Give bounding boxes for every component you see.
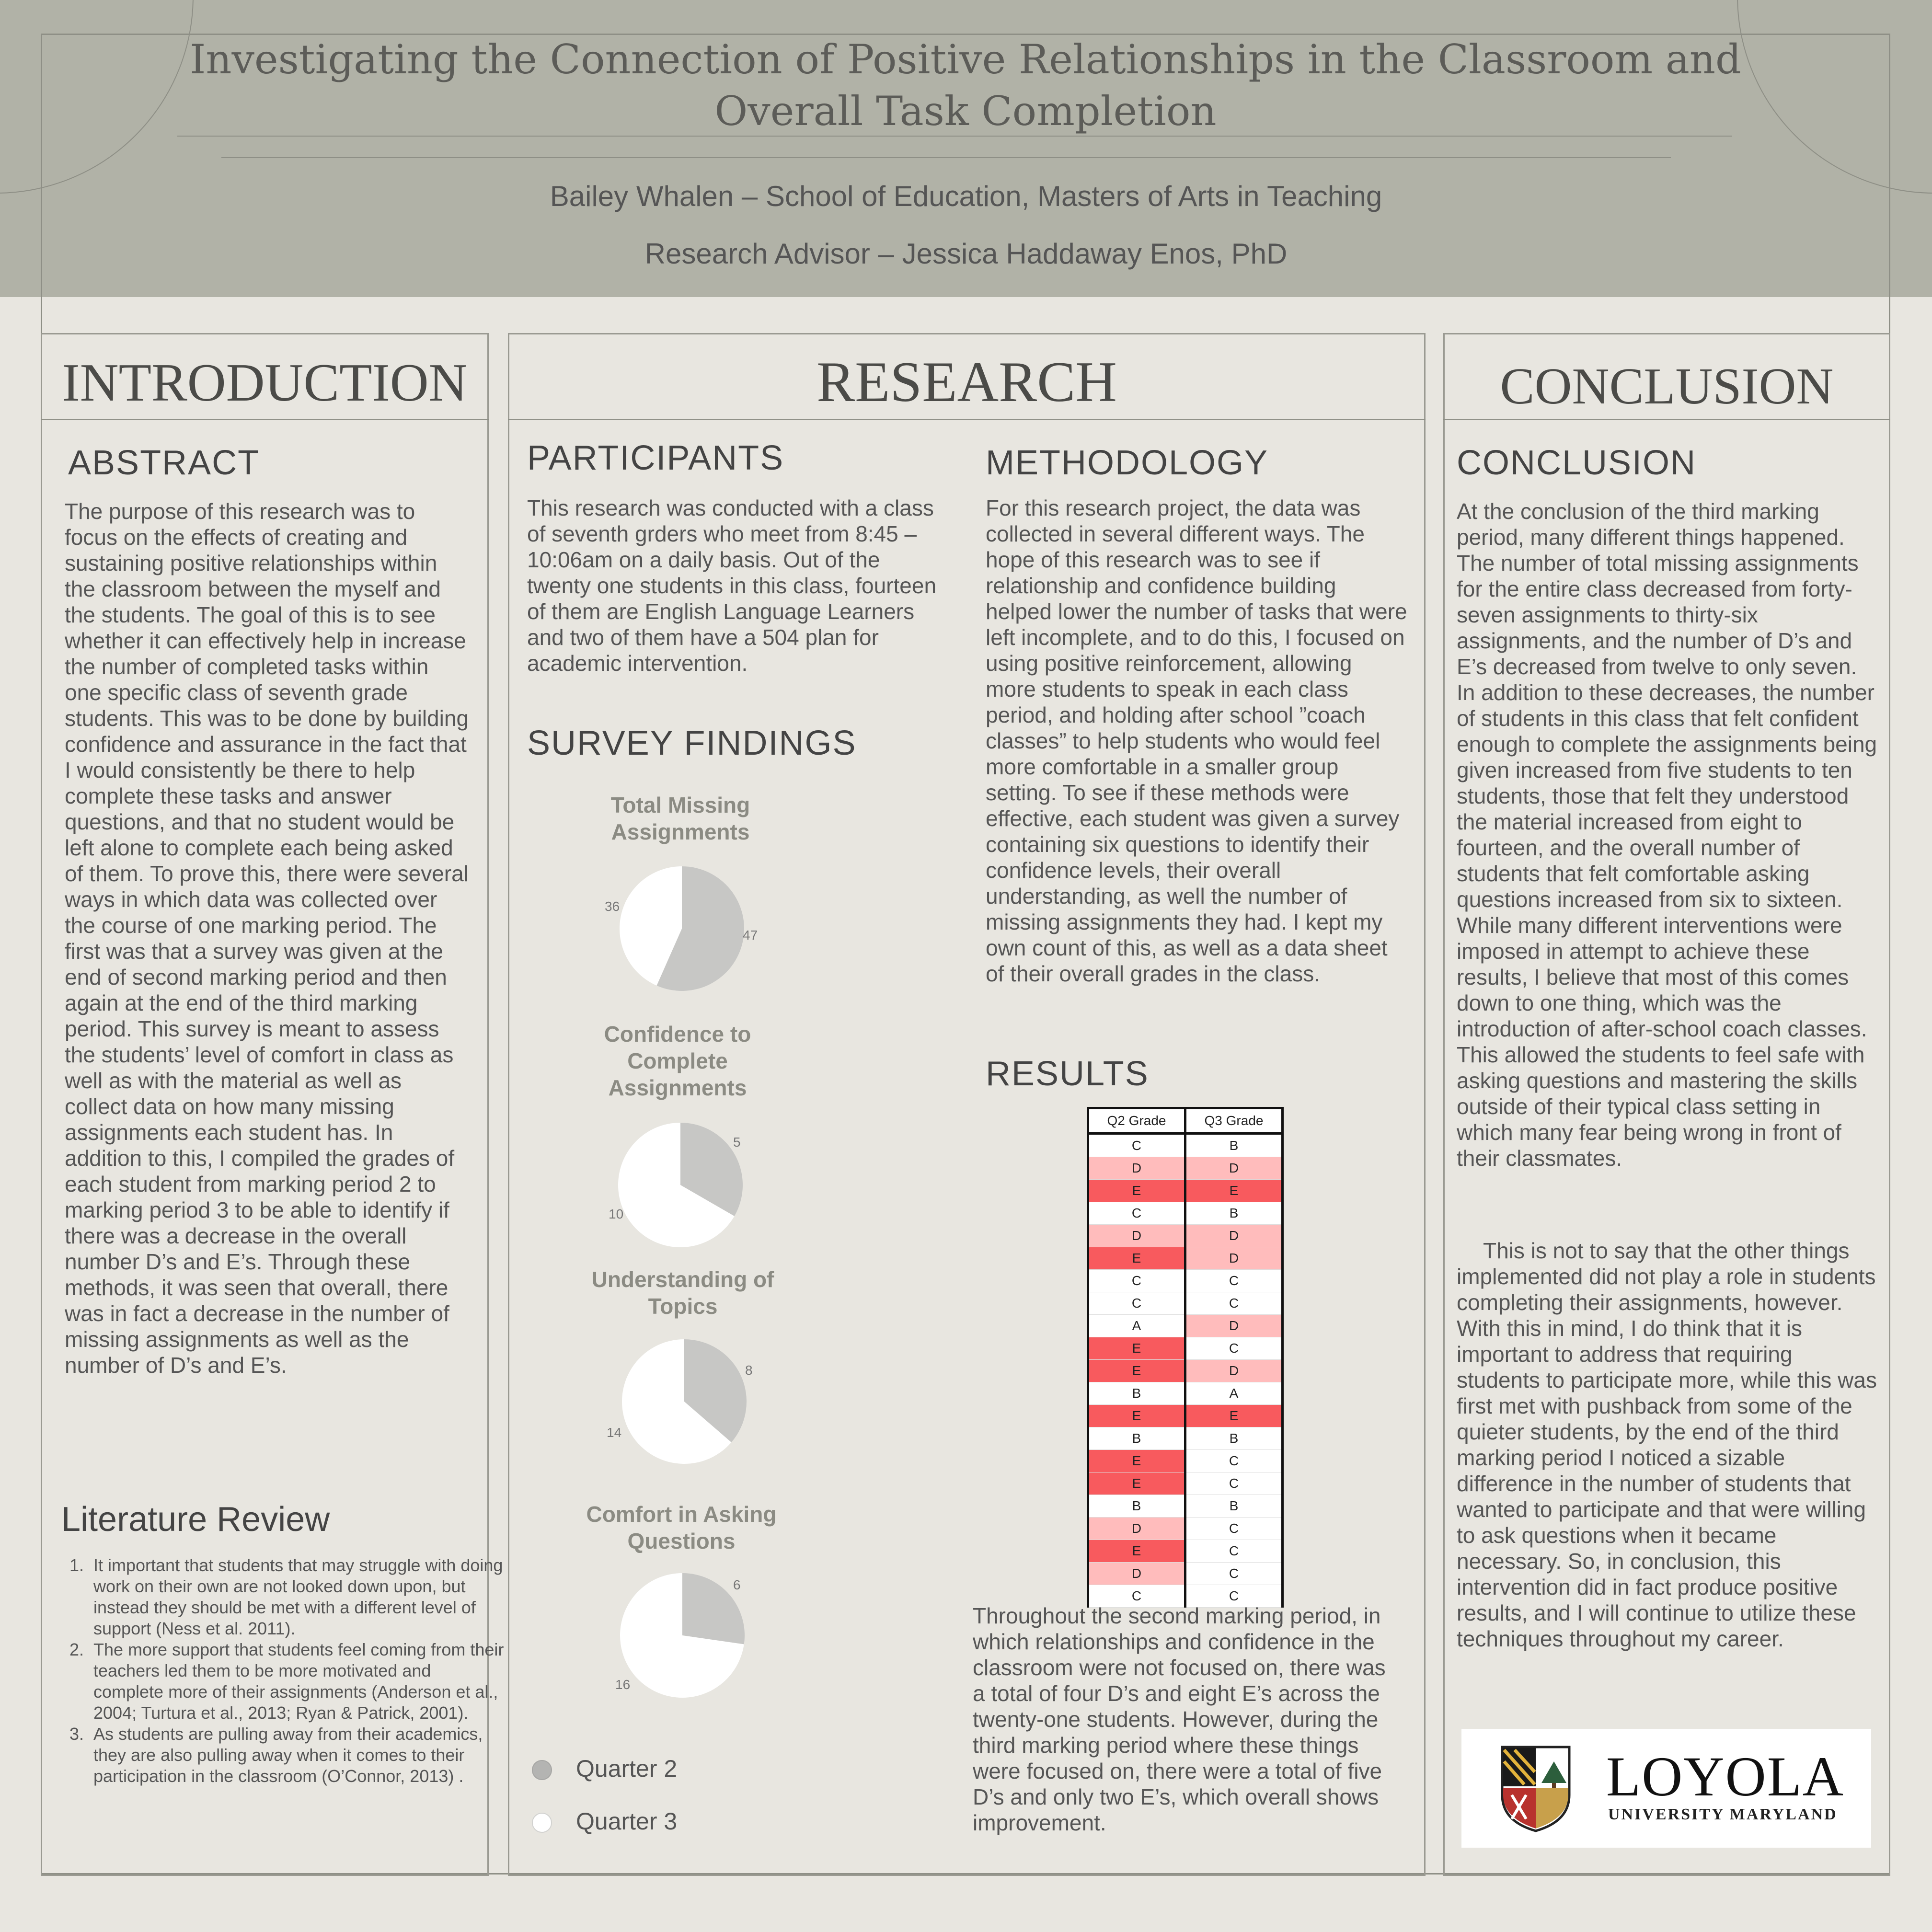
grade-cell: D <box>1088 1518 1185 1540</box>
table-row <box>1088 1405 1283 1427</box>
grade-cell: B <box>1185 1134 1283 1157</box>
pie-label-q3: 36 <box>605 899 620 914</box>
literature-review-list <box>62 1555 506 1787</box>
advisor-line: Research Advisor – Jessica Haddaway Enos, PhD <box>644 238 1288 270</box>
grade-cell: C <box>1185 1270 1283 1292</box>
grades-table <box>1087 1107 1284 1608</box>
table-row <box>1088 1518 1283 1540</box>
introduction-divider <box>41 419 489 420</box>
grade-cell: B <box>1185 1202 1283 1225</box>
grade-cell: C <box>1185 1585 1283 1608</box>
grade-cell: E <box>1088 1247 1185 1270</box>
table-row <box>1088 1337 1283 1360</box>
table-row <box>1088 1450 1283 1472</box>
table-row <box>1088 1270 1283 1292</box>
literature-review-heading: Literature Review <box>61 1500 330 1539</box>
conclusion-paragraph-1: At the conclusion of the third marking period, many different things happened. The number of total missing assignments for the entire class decreased from forty-seven assignments to thirty-six assignments, and the number of D’s and E’s decreased from twelve to only seven. In addition to these decreases, the number of students in this class that felt confident enough to complete the assignments being given increased from five students to ten students, those that felt they understood the material increased from eight to fourteen, and the overall number of students that felt comfortable asking questions increased from six to sixteen. While many different interventions were imposed in attempt to achieve these results, I believe that most of this comes down to one thing, which was the introduction of after-school coach classes. This allowed the students to feel safe with asking questions and mastering the skills outside of their typical class setting in which many fear being wrong in front of their classmates. <box>1457 499 1877 1171</box>
grade-cell: C <box>1185 1472 1283 1495</box>
grade-cell: B <box>1088 1382 1185 1405</box>
pie-label-q2: 47 <box>743 928 758 943</box>
title-rule-2 <box>221 157 1671 158</box>
table-row <box>1088 1382 1283 1405</box>
pie-chart <box>610 1564 754 1707</box>
pie-label-q3: 14 <box>607 1425 622 1440</box>
pie-label-q2: 8 <box>745 1363 753 1378</box>
title-rule-1 <box>177 136 1732 137</box>
literature-item: 1. It important that students that may struggle with doing work on their own are not looked down upon, but instead they should be met with a different level of support (Ness et al. 2011). <box>89 1555 506 1639</box>
grade-cell: B <box>1185 1495 1283 1518</box>
grade-cell: D <box>1185 1247 1283 1270</box>
table-row <box>1088 1427 1283 1450</box>
pie-chart <box>609 1113 752 1257</box>
grade-cell: A <box>1088 1315 1185 1337</box>
table-row <box>1088 1495 1283 1518</box>
grade-cell: E <box>1088 1405 1185 1427</box>
research-heading: RESEARCH <box>816 350 1117 414</box>
grades-table-body <box>1088 1134 1283 1608</box>
methodology-heading: METHODOLOGY <box>986 444 1269 482</box>
table-row <box>1088 1360 1283 1382</box>
pie-chart <box>612 1330 756 1473</box>
column-header: Q3 Grade <box>1185 1108 1283 1134</box>
methodology-text: For this research project, the data was collected in several different ways. The hope of this research was to see if relationship and confidence building helped lower the number of tasks that were left incomplete, and to do this, I focused on using positive reinforcement, allowing more students to speak in each class period, and holding after school ”coach classes” to help students who would feel more comfortable in a smaller group setting. To see if these methods were effective, each student was given a survey containing six questions to identify their confidence levels, their overall understanding, as well the number of missing assignments they had. I kept my own count of this, as well as a data sheet of their overall grades in the class. <box>986 495 1407 986</box>
table-row <box>1088 1225 1283 1247</box>
grade-cell: E <box>1088 1540 1185 1563</box>
legend-label-quarter-2: Quarter 2 <box>576 1755 678 1782</box>
pie-chart <box>610 857 754 1000</box>
table-row <box>1088 1202 1283 1225</box>
logo-wordmark: LOYOLA <box>1606 1745 1845 1808</box>
grade-cell: C <box>1185 1540 1283 1563</box>
grade-cell: C <box>1088 1585 1185 1608</box>
grade-cell: C <box>1088 1270 1185 1292</box>
pie-label-q3: 10 <box>609 1207 624 1221</box>
grade-cell: E <box>1088 1337 1185 1360</box>
table-row <box>1088 1134 1283 1157</box>
literature-item: 3. As students are pulling away from their academics, they are also pulling away when it comes to their participation in the classroom (O’Connor, 2013) . <box>89 1724 506 1787</box>
introduction-heading: INTRODUCTION <box>62 353 468 413</box>
crest-icon <box>1497 1742 1574 1833</box>
conclusion-divider <box>1443 419 1890 420</box>
chart-title: Comfort in Asking Questions <box>586 1502 777 1553</box>
grade-cell: D <box>1185 1360 1283 1382</box>
pie-label-q3: 16 <box>615 1677 631 1692</box>
pie-label-q2: 6 <box>733 1577 741 1592</box>
grade-cell: C <box>1088 1134 1185 1157</box>
results-text: Throughout the second marking period, in which relationships and confidence in the classroom were not focused on, there was a total of four D’s and eight E’s across the twenty-one students. However, during the third marking period where these things were focused on, there were a total of five D’s and only two E’s, which overall shows improvement. <box>973 1603 1386 1835</box>
legend-swatch-quarter-3 <box>532 1813 552 1833</box>
loyola-logo <box>1461 1729 1871 1848</box>
grade-cell: A <box>1185 1382 1283 1405</box>
grade-cell: C <box>1088 1202 1185 1225</box>
grade-cell: C <box>1185 1563 1283 1585</box>
grade-cell: D <box>1185 1225 1283 1247</box>
pie-label-q2: 5 <box>733 1135 741 1150</box>
grade-cell: C <box>1185 1337 1283 1360</box>
grade-cell: C <box>1185 1292 1283 1315</box>
grade-cell: D <box>1185 1157 1283 1180</box>
grade-cell: C <box>1185 1518 1283 1540</box>
abstract-heading: ABSTRACT <box>68 444 260 482</box>
grade-cell: C <box>1088 1292 1185 1315</box>
abstract-text: The purpose of this research was to focus on the effects of creating and sustaining positive relationships within the classroom between the myself and the students. The goal of this is to see whether it can effectively help in increase the number of completed tasks within one specific class of seventh grade students. This was to be done by building confidence and assurance in the fact that I would consistently be there to help complete these tasks and answer questions, and that no student would be left alone to complete each being asked of them. To prove this, there were several ways in which data was collected over the course of one marking period. The first was that a survey was given at the end of second marking period and then again at the end of the third marking period. This survey is meant to assess the students’ level of comfort in class as well as with the material as well as collect data on how many missing assignments each student has. In addition to this, I compiled the grades of each student from marking period 2 to marking period 3 to be able to identify if there was a decrease in the overall number D’s and E’s. Through these methods, it was seen that overall, there was in fact a decrease in the number of missing assignments as well as the number of D’s and E’s. <box>65 499 469 1378</box>
research-divider <box>508 419 1426 420</box>
table-header-row <box>1088 1108 1283 1134</box>
grade-cell: D <box>1088 1225 1185 1247</box>
conclusion-subheading: CONCLUSION <box>1457 444 1697 482</box>
table-row <box>1088 1315 1283 1337</box>
participants-text: This research was conducted with a class of seventh grders who meet from 8:45 – 10:06am on a daily basis. Out of the twenty one students in this class, fourteen of them are English Language Learners and two of them have a 504 plan for academic intervention. <box>527 495 937 676</box>
table-row <box>1088 1292 1283 1315</box>
grade-cell: E <box>1088 1180 1185 1202</box>
table-row <box>1088 1247 1283 1270</box>
grade-cell: D <box>1088 1157 1185 1180</box>
table-row <box>1088 1540 1283 1563</box>
legend-label-quarter-3: Quarter 3 <box>576 1808 678 1835</box>
chart-title: Understanding of Topics <box>591 1267 774 1319</box>
survey-findings-heading: SURVEY FINDINGS <box>527 724 857 762</box>
poster-title: Investigating the Connection of Positive Relationships in the Classroom and Overall Task Completion <box>190 36 1741 135</box>
grade-cell: E <box>1088 1450 1185 1472</box>
grade-cell: E <box>1185 1180 1283 1202</box>
logo-subtext: UNIVERSITY MARYLAND <box>1608 1806 1838 1823</box>
grade-cell: C <box>1185 1450 1283 1472</box>
grade-cell: E <box>1088 1360 1185 1382</box>
author-line: Bailey Whalen – School of Education, Masters of Arts in Teaching <box>550 180 1382 212</box>
grade-cell: E <box>1185 1405 1283 1427</box>
literature-item: 2. The more support that students feel coming from their teachers led them to be more motivated and complete more of their assignments (Anderson et al., 2004; Turtura et al., 2013; Ryan & Patrick, 2001). <box>89 1639 506 1724</box>
table-row <box>1088 1180 1283 1202</box>
table-row <box>1088 1563 1283 1585</box>
grade-cell: B <box>1088 1427 1185 1450</box>
legend-swatch-quarter-2 <box>532 1760 552 1780</box>
conclusion-heading: CONCLUSION <box>1500 358 1834 415</box>
grade-cell: B <box>1185 1427 1283 1450</box>
conclusion-paragraph-2: This is not to say that the other things implemented did not play a role in students completing their assignments, however. With this in mind, I do think that it is important to address that requiring students to participate more, while this was first met with pushback from some of the quieter students, by the end of the third marking period I noticed a sizable difference in the number of students that wanted to participate and that were willing to ask questions when it became necessary. So, in conclusion, this intervention did in fact produce positive results, and I will continue to utilize these techniques throughout my career. <box>1457 1238 1877 1651</box>
chart-title: Total Missing Assignments <box>610 793 750 844</box>
grade-cell: D <box>1088 1563 1185 1585</box>
grade-cell: D <box>1185 1315 1283 1337</box>
grade-cell: E <box>1088 1472 1185 1495</box>
table-row <box>1088 1157 1283 1180</box>
participants-heading: PARTICIPANTS <box>527 439 784 477</box>
column-header: Q2 Grade <box>1088 1108 1185 1134</box>
results-heading: RESULTS <box>986 1055 1149 1093</box>
table-row <box>1088 1472 1283 1495</box>
grade-cell: B <box>1088 1495 1185 1518</box>
chart-title: Confidence to Complete Assignments <box>604 1022 751 1100</box>
